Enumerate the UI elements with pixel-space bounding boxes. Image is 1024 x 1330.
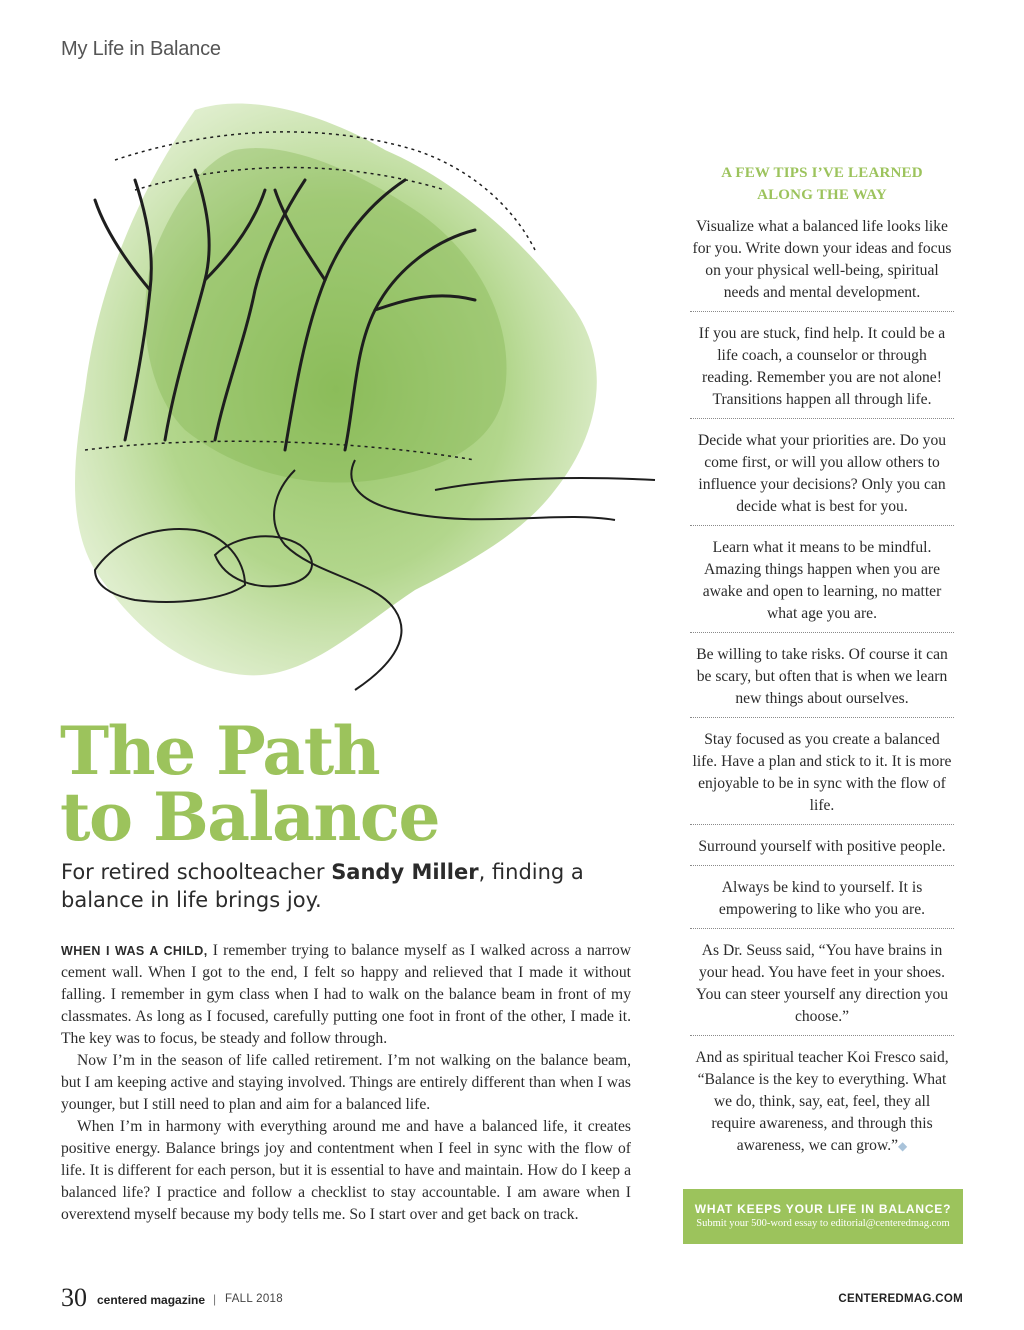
headline-line-1: The Path bbox=[60, 712, 380, 790]
tip-item: If you are stuck, find help. It could be a life coach, a counselor or through reading. Remember you are not alone! Transitions happen all through life. bbox=[690, 319, 954, 419]
footer-separator: | bbox=[213, 1292, 217, 1306]
body-paragraph-1 bbox=[61, 940, 631, 1050]
article-headline bbox=[60, 712, 480, 856]
tip-item: Surround yourself with positive people. bbox=[690, 832, 954, 866]
sidebar-title-line-1: A FEW TIPS I’VE LEARNED bbox=[721, 165, 923, 181]
page-number: 30 bbox=[61, 1283, 87, 1312]
issue-date: FALL 2018 bbox=[225, 1293, 283, 1305]
tip-item-last bbox=[690, 1043, 954, 1164]
section-label: My Life in Balance bbox=[61, 38, 221, 60]
tip-item: Stay focused as you create a balanced life. Have a plan and stick to it. It is more enjoyable to be in sync with the flow of life. bbox=[690, 725, 954, 825]
tip-last-text: And as spiritual teacher Koi Fresco said, “Balance is the key to everything. What we do, think, say, eat, feel, they all require awareness, and through this awareness, we can grow.” bbox=[695, 1049, 949, 1154]
dek-prefix: For retired schoolteacher bbox=[61, 860, 332, 884]
magazine-name: centered magazine bbox=[97, 1293, 206, 1307]
article-dek bbox=[61, 858, 621, 914]
dek-name: Sandy Miller bbox=[331, 860, 479, 884]
tip-item: Always be kind to yourself. It is empowering to like who you are. bbox=[690, 873, 954, 929]
body-paragraph-3: When I’m in harmony with everything around me and have a balanced life, it creates positive energy. Balance brings joy and contentment when I feel in sync with the flow of life. It is different for each person, but it is essential to have and maintain. How do I keep a balanced life? I practice and follow a checklist to stay accountable. I am aware when I overextend myself because my body tells me. So I start over and get back on track. bbox=[61, 1118, 631, 1223]
page-footer bbox=[61, 1283, 963, 1313]
tips-sidebar bbox=[690, 162, 954, 1171]
tip-item: Decide what your priorities are. Do you come first, or will you allow others to influence your decisions? Only you can decide what is best for you. bbox=[690, 426, 954, 526]
tip-item: Visualize what a balanced life looks like for you. Write down your ideas and focus on your physical well-being, spiritual needs and mental development. bbox=[690, 212, 954, 312]
sidebar-title-line-2: ALONG THE WAY bbox=[757, 187, 887, 203]
body-paragraph-2: Now I’m in the season of life called retirement. I’m not walking on the balance beam, but I am keeping active and staying involved. Things are entirely different than when I was younger, but I still need to plan and aim for a balanced life. bbox=[61, 1052, 631, 1113]
dek-suffix: , finding a balance in life brings joy. bbox=[61, 860, 584, 912]
tree-path-illustration bbox=[55, 90, 665, 700]
essay-callout bbox=[683, 1189, 963, 1244]
website-link[interactable]: CENTEREDMAG.COM bbox=[838, 1293, 963, 1305]
callout-subtitle: Submit your 500-word essay to editorial@centeredmag.com bbox=[696, 1218, 950, 1229]
end-mark-icon: ◆ bbox=[898, 1139, 908, 1153]
tip-item: As Dr. Seuss said, “You have brains in your head. You have feet in your shoes. You can steer yourself any direction you choose.” bbox=[690, 936, 954, 1036]
headline-line-2: to Balance bbox=[60, 778, 440, 856]
tip-item: Be willing to take risks. Of course it can be scary, but often that is when we learn new things about ourselves. bbox=[690, 640, 954, 718]
lead-in: WHEN I WAS A CHILD, bbox=[61, 944, 208, 958]
sidebar-title bbox=[690, 162, 954, 206]
paragraph-1-text: I remember trying to balance myself as I walked across a narrow cement wall. When I got to the end, I felt so happy and relieved that I made it without falling. I remember in gym class when I had to walk on the balance beam in front of my classmates. As long as I focused, carefully putting one foot in front of the other, I made it. The key was to focus, be steady and follow through. bbox=[61, 942, 632, 1047]
callout-title: WHAT KEEPS YOUR LIFE IN BALANCE? bbox=[694, 1202, 952, 1216]
tip-item: Learn what it means to be mindful. Amazing things happen when you are awake and open to learning, no matter what age you are. bbox=[690, 533, 954, 633]
article-body bbox=[61, 940, 631, 1226]
